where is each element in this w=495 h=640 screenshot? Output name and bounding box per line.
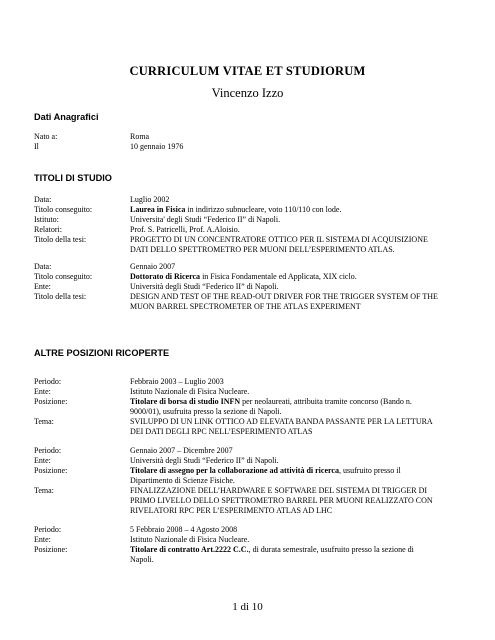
position-detail: , usufruito presso il Dipartimento di Scienze Fisiche. bbox=[130, 466, 401, 485]
field-value: 5 Febbraio 2008 – 4 Agosto 2008 bbox=[130, 525, 238, 534]
degree-name: Dottorato di Ricerca bbox=[130, 272, 201, 281]
author-name: Vincenzo Izzo bbox=[211, 86, 284, 100]
field-value: Universita' degli Studi “Federico II” di Napoli. bbox=[130, 215, 281, 224]
field-label: Relatori: bbox=[34, 225, 62, 234]
degree-detail: in Fisica Fondamentale ed Applicata, XIX ciclo. bbox=[200, 272, 357, 281]
field-value: FINALIZZAZIONE DELL’HARDWARE E SOFTWARE DEL SISTEMA DI TRIGGER DI PRIMO LIVELLO DELLO SPETTROMETRO BARREL PER MUONI REALIZZATO CON RIVELATORI RPC PER L’ESPERIMENTO ATLAS AD LHC bbox=[130, 486, 433, 515]
position-title: Titolare di contratto Art.2222 C.C. bbox=[130, 545, 249, 554]
field-label: Ente: bbox=[34, 535, 51, 544]
field-label: Data: bbox=[34, 262, 52, 271]
field-value bbox=[130, 545, 438, 565]
field-label: Il bbox=[34, 142, 39, 151]
field-value: Gennaio 2007 – Dicembre 2007 bbox=[130, 446, 233, 455]
document-title: CURRICULUM VITAE ET STUDIORUM bbox=[129, 64, 366, 78]
field-label: Istituto: bbox=[34, 215, 59, 224]
field-value: Febbraio 2003 – Luglio 2003 bbox=[130, 377, 224, 386]
field-value: Istituto Nazionale di Fisica Nucleare. bbox=[130, 387, 250, 396]
field-label: Ente: bbox=[34, 456, 51, 465]
field-label: Data: bbox=[34, 195, 52, 204]
field-label: Ente: bbox=[34, 387, 51, 396]
field-label: Titolo conseguito: bbox=[34, 272, 93, 281]
field-label: Posizione: bbox=[34, 545, 68, 554]
position-detail: , di durata semestrale, usufruito presso la sezione di Napoli. bbox=[130, 545, 414, 564]
position-title: Titolare di assegno per la collaborazione ad attività di ricerca bbox=[130, 466, 339, 475]
field-value: Istituto Nazionale di Fisica Nucleare. bbox=[130, 535, 250, 544]
field-value: Università degli Studi “Federico II” di Napoli. bbox=[130, 282, 279, 291]
field-value: Università degli Studi “Federico II” di Napoli. bbox=[130, 456, 279, 465]
field-label: Nato a: bbox=[34, 132, 58, 141]
field-value: Gennaio 2007 bbox=[130, 262, 176, 271]
field-value: Roma bbox=[130, 132, 150, 141]
position-title: Titolare di borsa di studio INFN bbox=[130, 397, 241, 406]
field-value bbox=[130, 466, 438, 486]
field-label: Titolo della tesi: bbox=[34, 235, 87, 244]
field-label: Posizione: bbox=[34, 466, 68, 475]
field-value bbox=[130, 205, 438, 215]
field-label: Periodo: bbox=[34, 525, 62, 534]
page-number: 1 di 10 bbox=[232, 601, 263, 613]
field-value bbox=[130, 272, 438, 282]
position-detail: per neolaureati, attribuita tramite concorso (Bando n. 9000/01), usufruita presso la sezione di Napoli. bbox=[130, 397, 412, 416]
degree-detail: in indirizzo subnucleare, voto 110/110 con lode. bbox=[185, 205, 342, 214]
field-label: Ente: bbox=[34, 282, 51, 291]
field-label: Tema: bbox=[34, 417, 54, 426]
field-label: Titolo conseguito: bbox=[34, 205, 93, 214]
field-label: Periodo: bbox=[34, 446, 62, 455]
section-heading-titles: TITOLI DI STUDIO bbox=[34, 173, 112, 183]
degree-name: Laurea in Fisica bbox=[130, 205, 186, 214]
field-value: Prof. S. Patricelli, Prof. A.Aloisio. bbox=[130, 225, 240, 234]
field-value: SVILUPPO DI UN LINK OTTICO AD ELEVATA BANDA PASSANTE PER LA LETTURA DEI DATI DEGLI RPC NELL’ESPERIMENTO ATLAS bbox=[130, 417, 433, 436]
field-label: Periodo: bbox=[34, 377, 62, 386]
field-label: Tema: bbox=[34, 486, 54, 495]
section-heading-personal: Dati Anagrafici bbox=[34, 112, 99, 122]
field-value: DESIGN AND TEST OF THE READ-OUT DRIVER FOR THE TRIGGER SYSTEM OF THE MUON BARREL SPECTROMETER OF THE ATLAS EXPERIMENT bbox=[130, 292, 438, 311]
field-label: Titolo della tesi: bbox=[34, 292, 87, 301]
field-value: 10 gennaio 1976 bbox=[130, 142, 184, 151]
section-heading-positions: ALTRE POSIZIONI RICOPERTE bbox=[34, 348, 170, 358]
field-value: PROGETTO DI UN CONCENTRATORE OTTICO PER IL SISTEMA DI ACQUISIZIONE DATI DELLO SPETTROMETRO PER MUONI DELL’ESPERIMENTO ATLAS. bbox=[130, 235, 428, 254]
field-label: Posizione: bbox=[34, 397, 68, 406]
field-value: Luglio 2002 bbox=[130, 195, 170, 204]
field-value bbox=[130, 397, 438, 417]
